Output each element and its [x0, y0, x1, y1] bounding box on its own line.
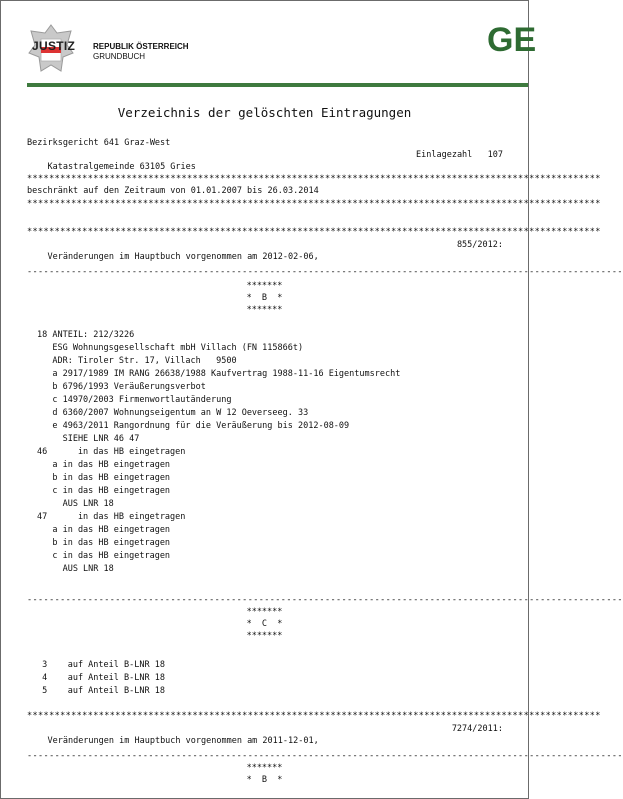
section-stars-top: *******: [246, 607, 283, 617]
dash-separator: [27, 751, 503, 761]
entry-line: c in das HB eingetragen: [37, 551, 171, 561]
court-line: Bezirksgericht 641 Graz-West: [27, 138, 171, 148]
justiz-logo-text: JUSTIZ: [32, 39, 76, 53]
entry-line: a in das HB eingetragen: [37, 525, 171, 535]
dash-separator: [27, 595, 503, 605]
entry-line: SIEHE LNR 46 47: [37, 434, 140, 444]
change-text: Veränderungen im Hauptbuch vorgenommen am 2011-12-01,: [47, 736, 319, 746]
entry-line: e 4963/2011 Rangordnung für die Veräußerung bis 2012-08-09: [37, 421, 350, 431]
entry-line: c in das HB eingetragen: [37, 486, 171, 496]
republic-label: REPUBLIK ÖSTERREICH: [93, 42, 189, 51]
entry-line: b 6796/1993 Veräußerungsverbot: [37, 382, 206, 392]
star-separator: [27, 199, 503, 209]
einlage-number: Einlagezahl 107: [416, 150, 503, 160]
star-separator: [27, 711, 503, 721]
change-text: Veränderungen im Hauptbuch vorgenommen am 2012-02-06,: [47, 252, 319, 262]
section-heading-b: * B *: [246, 293, 283, 303]
entry-line: 3 auf Anteil B-LNR 18: [37, 660, 165, 670]
entry-line: 47 in das HB eingetragen: [37, 512, 186, 522]
section-stars-bottom: *******: [246, 631, 283, 641]
department-label: GRUNDBUCH: [93, 52, 145, 61]
entry-line: ADR: Tiroler Str. 17, Villach 9500: [37, 356, 237, 366]
change-ref: 7274/2011:: [451, 724, 503, 734]
section-stars-top: *******: [246, 763, 283, 773]
section-heading-c: * C *: [246, 619, 283, 629]
star-separator: [27, 227, 503, 237]
entry-line: ESG Wohnungsgesellschaft mbH Villach (FN 115866t): [37, 343, 304, 353]
entry-line: c 14970/2003 Firmenwortlautänderung: [37, 395, 232, 405]
brand-wordmark: GE: [487, 21, 537, 59]
entry-line: a in das HB eingetragen: [37, 460, 171, 470]
section-stars-top: *******: [246, 281, 283, 291]
entry-line: 46 in das HB eingetragen: [37, 447, 186, 457]
entry-line: a 2917/1989 IM RANG 26638/1988 Kaufvertrag 1988-11-16 Eigentumsrecht: [37, 369, 401, 379]
entry-line: d 6360/2007 Wohnungseigentum an W 12 Oeverseeg. 33: [37, 408, 309, 418]
entry-line: 18 ANTEIL: 212/3226: [37, 330, 135, 340]
change-line-1: [27, 239, 503, 287]
dash-separator: [27, 267, 503, 277]
change-ref: 855/2012:: [456, 240, 503, 250]
entry-line: 5 auf Anteil B-LNR 18: [37, 686, 165, 696]
entry-line: AUS LNR 18: [37, 564, 114, 574]
section-heading-b: * B *: [246, 775, 283, 785]
entry-line: b in das HB eingetragen: [37, 538, 171, 548]
entry-line: 4 auf Anteil B-LNR 18: [37, 673, 165, 683]
star-separator: [27, 174, 503, 184]
page-header: [1, 1, 537, 91]
period-line: beschränkt auf den Zeitraum von 01.01.2007 bis 26.03.2014: [27, 186, 319, 196]
entry-line: b in das HB eingetragen: [37, 473, 171, 483]
entry-line: AUS LNR 18: [37, 499, 114, 509]
document-title: Verzeichnis der gelöschten Eintragungen: [117, 105, 412, 120]
cadastral-text: Katastralgemeinde 63105 Gries: [47, 162, 196, 172]
header-divider: [27, 83, 528, 87]
section-stars-bottom: *******: [246, 305, 283, 315]
